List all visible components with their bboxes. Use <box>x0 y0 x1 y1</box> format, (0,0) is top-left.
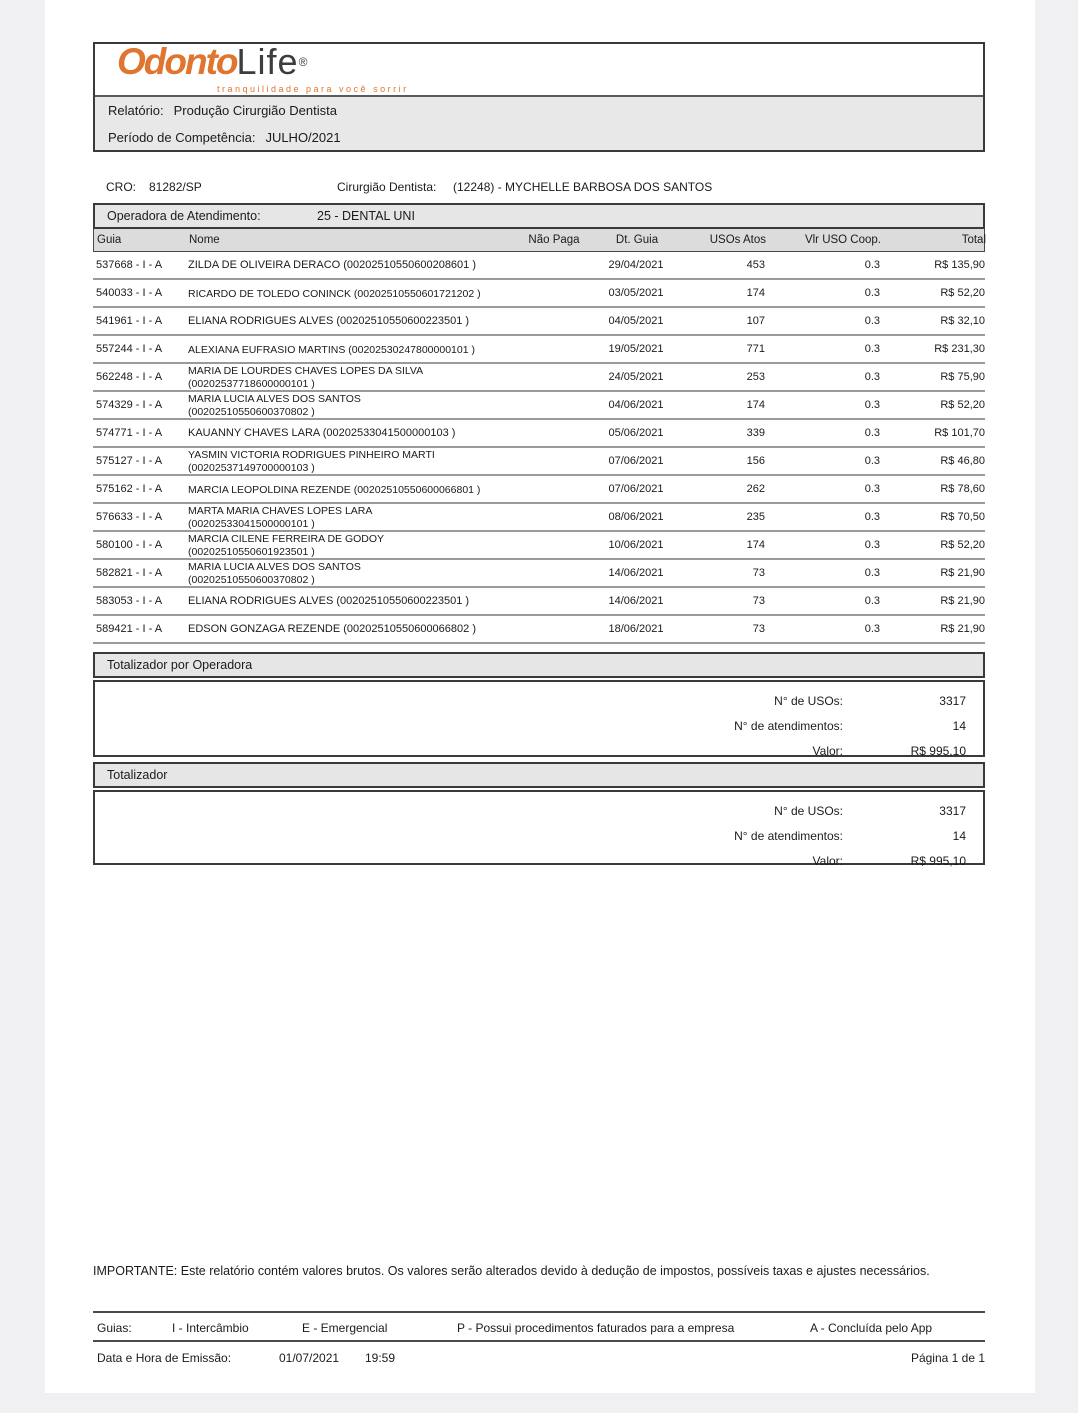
patient-name: ELIANA RODRIGUES ALVES (00202510550600223501 ) <box>188 594 470 607</box>
vlr-cell: 0.3 <box>864 595 880 607</box>
patient-code: (00202510550600370802 ) <box>188 405 315 418</box>
report-label: Relatório: <box>108 103 164 118</box>
date-cell: 07/06/2021 <box>608 455 664 467</box>
patient-code: (00202510550600370802 ) <box>188 573 315 586</box>
operator-bar <box>93 203 985 229</box>
usos-cell: 174 <box>746 539 765 551</box>
vlr-cell: 0.3 <box>864 287 880 299</box>
name-cell <box>188 476 500 502</box>
guia-cell: 562248 - I - A <box>96 371 163 383</box>
report-title-line <box>95 97 983 124</box>
dentist-label: Cirurgião Dentista: <box>337 180 437 194</box>
patient-name: MARIA LUCIA ALVES DOS SANTOS <box>188 393 361 406</box>
date-cell: 04/05/2021 <box>608 315 664 327</box>
atendimentos-total-label: N° de atendimentos: <box>734 718 843 733</box>
total-cell: R$ 52,20 <box>940 399 985 411</box>
totalizer-operator-title: Totalizador por Operadora <box>93 652 985 678</box>
total-cell: R$ 78,60 <box>940 483 985 495</box>
vlr-cell: 0.3 <box>864 567 880 579</box>
usos-cell: 73 <box>752 623 765 635</box>
usos-total-label: N° de USOs: <box>774 693 843 708</box>
totalizer-operator-box <box>93 680 985 757</box>
usos-cell: 262 <box>746 483 765 495</box>
usos-cell: 156 <box>746 455 765 467</box>
emission-date: 01/07/2021 <box>279 1351 340 1365</box>
date-cell: 08/06/2021 <box>608 511 664 523</box>
col-header-dt-guia: Dt. Guia <box>615 234 659 246</box>
usos-cell: 771 <box>746 343 765 355</box>
total-cell: R$ 52,20 <box>940 287 985 299</box>
table-row <box>93 616 985 644</box>
col-header-vlr-uso-coop: Vlr USO Coop. <box>804 234 881 246</box>
name-cell <box>188 364 500 390</box>
operator-label: Operadora de Atendimento: <box>107 209 261 223</box>
important-note: IMPORTANTE: Este relatório contém valores brutos. Os valores serão alterados devido à dedução de impostos, possíveis taxas e ajustes necessários. <box>93 1264 930 1278</box>
col-header-guia: Guia <box>97 234 122 246</box>
vlr-cell: 0.3 <box>864 343 880 355</box>
vlr-cell: 0.3 <box>864 315 880 327</box>
col-header-usos-atos: USOs Atos <box>709 234 766 246</box>
table-row <box>93 448 985 476</box>
valor-total-value: R$ 995,10 <box>910 853 966 868</box>
table-row <box>93 588 985 616</box>
guia-cell: 583053 - I - A <box>96 595 163 607</box>
guia-cell: 541961 - I - A <box>96 315 163 327</box>
table-row <box>93 336 985 364</box>
guia-cell: 574329 - I - A <box>96 399 163 411</box>
report-page <box>45 0 1035 1393</box>
patient-name: RICARDO DE TOLEDO CONINCK (00202510550601721202 ) <box>188 287 481 300</box>
production-table <box>93 229 985 644</box>
total-cell: R$ 101,70 <box>934 427 985 439</box>
patient-code: (00202537718600000101 ) <box>188 377 315 390</box>
guia-cell: 540033 - I - A <box>96 287 163 299</box>
name-cell <box>188 532 500 558</box>
date-cell: 03/05/2021 <box>608 287 664 299</box>
logo-odonto-text: Odonto <box>117 41 237 82</box>
table-row <box>93 504 985 532</box>
table-row <box>93 252 985 280</box>
name-cell <box>188 308 500 334</box>
total-cell: R$ 52,20 <box>940 539 985 551</box>
patient-name: ALEXIANA EUFRASIO MARTINS (00202530247800000101 ) <box>188 343 475 356</box>
name-cell <box>188 560 500 586</box>
patient-name: ZILDA DE OLIVEIRA DERACO (00202510550600208601 ) <box>188 258 477 271</box>
name-cell <box>188 336 500 362</box>
usos-cell: 235 <box>746 511 765 523</box>
valor-total-value: R$ 995,10 <box>910 743 966 758</box>
total-cell: R$ 46,80 <box>940 455 985 467</box>
totalizer-general-box <box>93 790 985 868</box>
total-cell: R$ 21,90 <box>940 623 985 635</box>
patient-code: (00202533041500000101 ) <box>188 517 315 530</box>
total-cell: R$ 32,10 <box>940 315 985 327</box>
guias-label: Guias: <box>97 1321 132 1335</box>
table-row <box>93 280 985 308</box>
usos-total-value: 3317 <box>939 803 966 818</box>
atendimentos-total-label: N° de atendimentos: <box>734 828 843 843</box>
cro-label: CRO: <box>106 180 136 194</box>
emission-time: 19:59 <box>365 1351 396 1365</box>
atendimentos-total-value: 14 <box>952 718 966 733</box>
patient-code: (00202510550601923501 ) <box>188 545 315 558</box>
dentist-info-line <box>93 180 985 196</box>
guia-cell: 557244 - I - A <box>96 343 163 355</box>
report-content <box>93 0 985 1393</box>
vlr-cell: 0.3 <box>864 371 880 383</box>
page-number: Página 1 de 1 <box>910 1351 985 1365</box>
usos-cell: 107 <box>746 315 765 327</box>
total-cell: R$ 75,90 <box>940 371 985 383</box>
dentist-value: (12248) - MYCHELLE BARBOSA DOS SANTOS <box>453 180 713 194</box>
legend-emergencial: E - Emergencial <box>302 1321 388 1335</box>
total-cell: R$ 21,90 <box>940 595 985 607</box>
logo-life-text: Life <box>236 41 299 82</box>
total-cell: R$ 135,90 <box>934 259 985 271</box>
table-body <box>93 252 985 644</box>
emission-line <box>93 1351 985 1369</box>
vlr-cell: 0.3 <box>864 455 880 467</box>
patient-name: ELIANA RODRIGUES ALVES (00202510550600223501 ) <box>188 314 470 327</box>
logo <box>95 41 983 97</box>
table-row <box>93 560 985 588</box>
patient-name: YASMIN VICTORIA RODRIGUES PINHEIRO MARTI <box>188 449 435 462</box>
guia-cell: 574771 - I - A <box>96 427 163 439</box>
patient-name: MARCIA LEOPOLDINA REZENDE (00202510550600066801 ) <box>188 483 481 496</box>
date-cell: 19/05/2021 <box>608 343 664 355</box>
patient-code: (00202537149700000103 ) <box>188 461 315 474</box>
name-cell <box>188 616 500 642</box>
guia-cell: 575127 - I - A <box>96 455 163 467</box>
usos-cell: 174 <box>746 287 765 299</box>
date-cell: 14/06/2021 <box>608 595 664 607</box>
guia-cell: 575162 - I - A <box>96 483 163 495</box>
totalizer-general-title: Totalizador <box>93 762 985 788</box>
legend-faturados: P - Possui procedimentos faturados para a empresa <box>457 1321 735 1335</box>
date-cell: 07/06/2021 <box>608 483 664 495</box>
guia-cell: 580100 - I - A <box>96 539 163 551</box>
usos-cell: 339 <box>746 427 765 439</box>
period-label: Período de Competência: <box>108 130 256 145</box>
usos-cell: 73 <box>752 567 765 579</box>
legend-intercambio: I - Intercâmbio <box>172 1321 249 1335</box>
name-cell <box>188 504 500 530</box>
period-line <box>95 124 983 151</box>
patient-name: EDSON GONZAGA REZENDE (00202510550600066802 ) <box>188 622 476 635</box>
valor-total-label: Valor: <box>812 853 843 868</box>
table-row <box>93 420 985 448</box>
col-header-nao-paga: Não Paga <box>528 234 580 246</box>
guias-legend <box>93 1311 985 1342</box>
usos-cell: 453 <box>746 259 765 271</box>
vlr-cell: 0.3 <box>864 483 880 495</box>
registered-mark-icon: ® <box>298 55 308 69</box>
name-cell <box>188 392 500 418</box>
usos-cell: 253 <box>746 371 765 383</box>
date-cell: 04/06/2021 <box>608 399 664 411</box>
vlr-cell: 0.3 <box>864 623 880 635</box>
operator-value: 25 - DENTAL UNI <box>317 209 415 223</box>
cro-value: 81282/SP <box>149 180 202 194</box>
usos-total-value: 3317 <box>939 693 966 708</box>
guia-cell: 582821 - I - A <box>96 567 163 579</box>
date-cell: 29/04/2021 <box>608 259 664 271</box>
col-header-total: Total <box>961 234 986 246</box>
logo-tagline: tranquilidade para você sorrir <box>217 84 409 94</box>
period-value: JULHO/2021 <box>265 130 341 145</box>
date-cell: 14/06/2021 <box>608 567 664 579</box>
atendimentos-total-value: 14 <box>952 828 966 843</box>
guia-cell: 589421 - I - A <box>96 623 163 635</box>
table-row <box>93 392 985 420</box>
patient-name: MARTA MARIA CHAVES LOPES LARA <box>188 505 373 518</box>
date-cell: 18/06/2021 <box>608 623 664 635</box>
patient-name: KAUANNY CHAVES LARA (00202533041500000103 ) <box>188 426 456 439</box>
vlr-cell: 0.3 <box>864 427 880 439</box>
table-row <box>93 532 985 560</box>
vlr-cell: 0.3 <box>864 539 880 551</box>
name-cell <box>188 448 500 474</box>
total-cell: R$ 70,50 <box>940 511 985 523</box>
table-row <box>93 476 985 504</box>
date-cell: 05/06/2021 <box>608 427 664 439</box>
table-header-row <box>93 229 985 252</box>
col-header-nome: Nome <box>189 234 220 246</box>
report-value: Produção Cirurgião Dentista <box>173 103 337 118</box>
vlr-cell: 0.3 <box>864 511 880 523</box>
usos-cell: 73 <box>752 595 765 607</box>
name-cell <box>188 588 500 614</box>
patient-name: MARCIA CILENE FERREIRA DE GODOY <box>188 533 385 546</box>
total-cell: R$ 231,30 <box>934 343 985 355</box>
name-cell <box>188 420 500 446</box>
date-cell: 24/05/2021 <box>608 371 664 383</box>
table-row <box>93 364 985 392</box>
total-cell: R$ 21,90 <box>940 567 985 579</box>
date-cell: 10/06/2021 <box>608 539 664 551</box>
patient-name: MARIA LUCIA ALVES DOS SANTOS <box>188 561 361 574</box>
guia-cell: 537668 - I - A <box>96 259 163 271</box>
patient-name: MARIA DE LOURDES CHAVES LOPES DA SILVA <box>188 365 424 378</box>
guia-cell: 576633 - I - A <box>96 511 163 523</box>
name-cell <box>188 280 500 306</box>
valor-total-label: Valor: <box>812 743 843 758</box>
vlr-cell: 0.3 <box>864 259 880 271</box>
vlr-cell: 0.3 <box>864 399 880 411</box>
emission-label: Data e Hora de Emissão: <box>97 1351 232 1365</box>
usos-total-label: N° de USOs: <box>774 803 843 818</box>
table-row <box>93 308 985 336</box>
usos-cell: 174 <box>746 399 765 411</box>
name-cell <box>188 252 500 278</box>
legend-concluida-app: A - Concluída pelo App <box>810 1321 933 1335</box>
report-header-box <box>93 42 985 152</box>
